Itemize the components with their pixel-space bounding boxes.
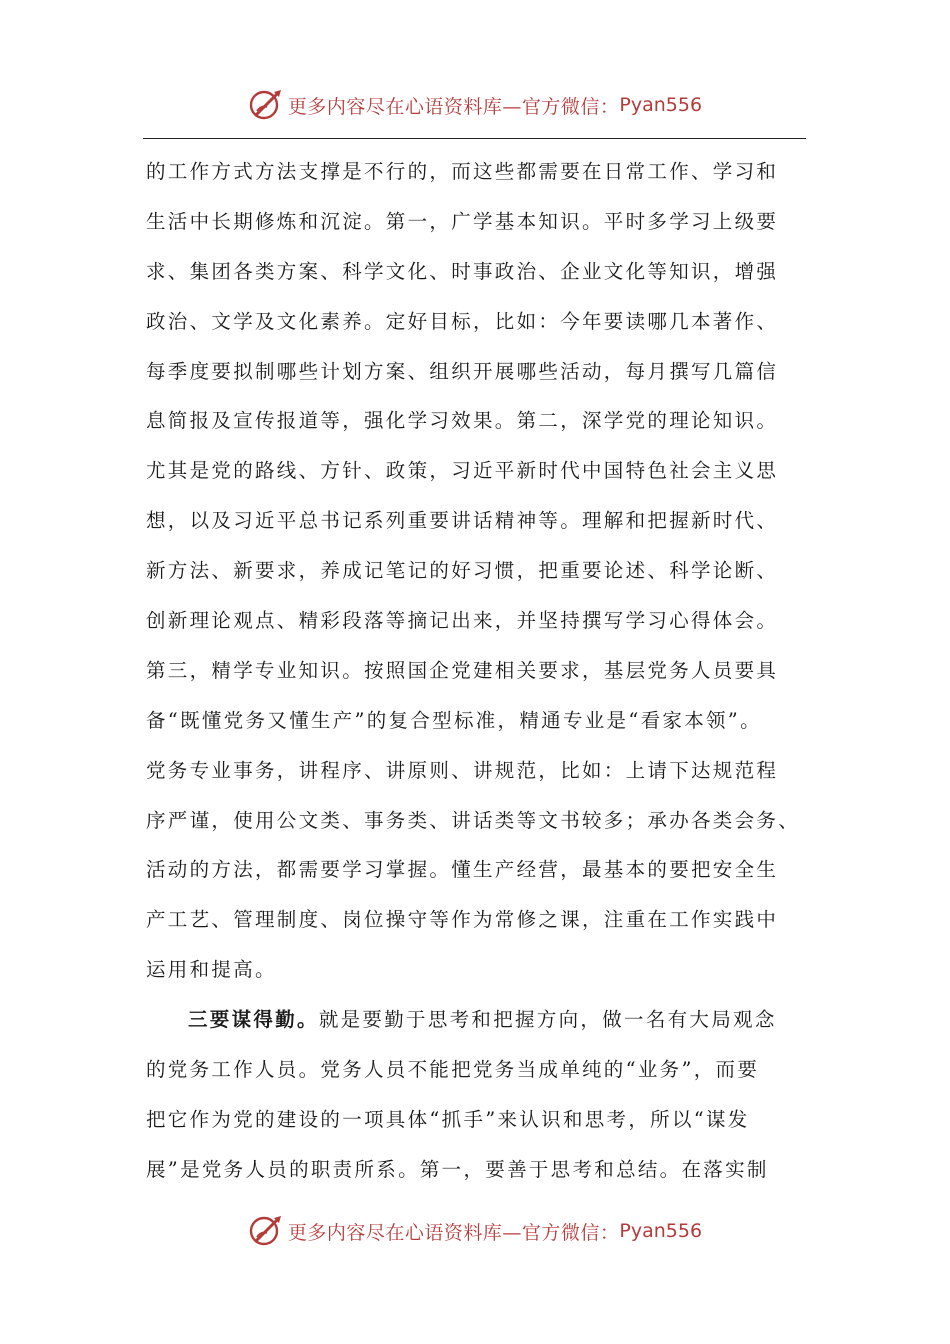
body-line: 备“既懂党务又懂生产”的复合型标准，精通专业是“看家本领”。: [146, 708, 762, 732]
body-line: 第三，精学专业知识。按照国企党建相关要求，基层党务人员要具: [146, 658, 779, 682]
body-line: 新方法、新要求，养成记笔记的好习惯，把重要论述、科学论断、: [146, 559, 779, 583]
body-line: 把它作为党的建设的一项具体“抓手”来认识和思考，所以“谋发: [146, 1107, 750, 1131]
body-line: 党务专业事务，讲程序、讲原则、讲规范，比如：上请下达规范程: [146, 758, 779, 782]
body-line: 展”是党务人员的职责所系。第一，要善于思考和总结。在落实制: [146, 1157, 769, 1181]
header-banner: [0, 80, 950, 130]
document-body: [146, 147, 814, 1195]
body-line: 创新理论观点、精彩段落等摘记出来，并坚持撰写学习心得体会。: [146, 609, 779, 633]
paragraph-2-heading: 三要谋得勤。: [188, 1008, 319, 1032]
footer-banner: [0, 1206, 950, 1256]
body-line: 息简报及宣传报道等，强化学习效果。第二，深学党的理论知识。: [146, 409, 779, 433]
footer-wechat-id: Pyan556: [619, 1220, 703, 1242]
body-line: 产工艺、管理制度、岗位操守等作为常修之课，注重在工作实践中: [146, 908, 779, 932]
body-line: 活动的方法，都需要学习掌握。懂生产经营，最基本的要把安全生: [146, 858, 779, 882]
pen-logo-icon: [248, 87, 284, 123]
paragraph-2-first-line: [146, 995, 814, 1045]
body-line: 的工作方式方法支撑是不行的，而这些都需要在日常工作、学习和: [146, 160, 779, 183]
body-line: 的党务工作人员。党务人员不能把党务当成单纯的“业务”，而要: [146, 1058, 760, 1082]
body-line: 运用和提高。: [146, 958, 277, 982]
body-line: 生活中长期修炼和沉淀。第一，广学基本知识。平时多学习上级要: [146, 209, 779, 233]
body-line: 每季度要拟制哪些计划方案、组织开展哪些活动，每月撰写几篇信: [146, 359, 779, 383]
body-line: 尤其是党的路线、方针、政策，习近平新时代中国特色社会主义思: [146, 459, 779, 483]
pen-logo-icon: [248, 1213, 284, 1249]
body-line: 求、集团各类方案、科学文化、时事政治、企业文化等知识，增强: [146, 259, 779, 283]
footer-banner-text: 更多内容尽在心语资料库—官方微信：: [287, 1221, 620, 1244]
body-line: 想，以及习近平总书记系列重要讲话精神等。理解和把握新时代、: [146, 509, 779, 533]
paragraph-2-first-rest: 就是要勤于思考和把握方向，做一名有大局观念: [318, 1008, 777, 1032]
header-wechat-id: Pyan556: [619, 94, 703, 116]
header-banner-text: 更多内容尽在心语资料库—官方微信：: [287, 95, 620, 118]
body-line: 序严谨，使用公文类、事务类、讲话类等文书较多；承办各类会务、: [146, 808, 801, 832]
header-rule: [143, 138, 806, 139]
body-line: 政治、文学及文化素养。定好目标，比如：今年要读哪几本著作、: [146, 309, 779, 333]
